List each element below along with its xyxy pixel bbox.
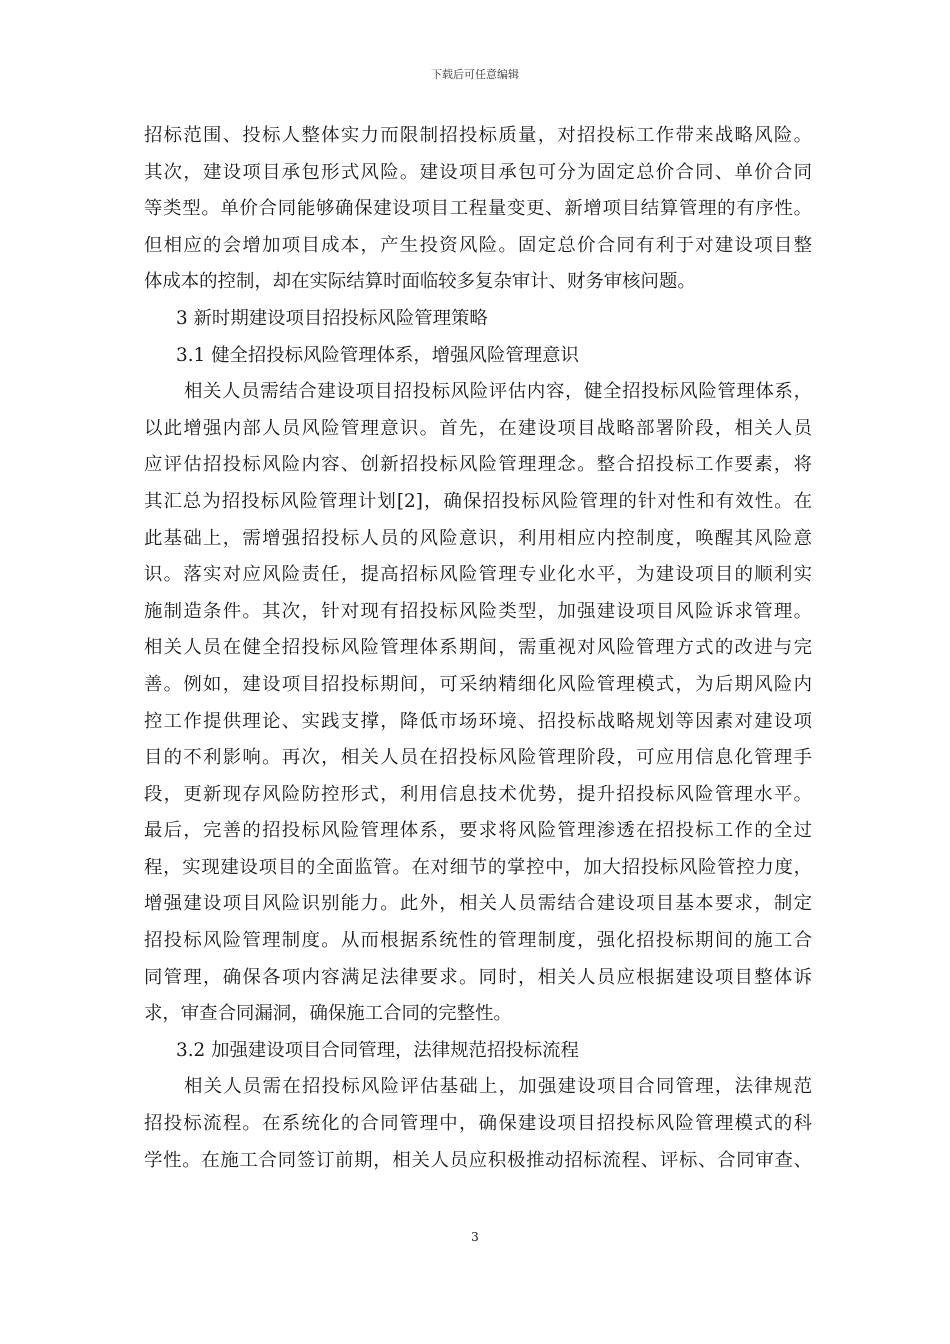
text-line: 目的不利影响。再次，相关人员在招投标风险管理阶段，可应用信息化管理手 bbox=[144, 747, 812, 769]
text-line: 段，更新现存风险防控形式，利用信息技术优势，提升招投标风险管理水平。 bbox=[144, 783, 812, 805]
text-line: 招投标流程。在系统化的合同管理中，确保建设项目招投标风险管理模式的科 bbox=[144, 1113, 812, 1135]
paragraph-2 bbox=[144, 374, 812, 1033]
page-number: 3 bbox=[471, 1230, 479, 1244]
text-line: 此基础上，需增强招投标人员的风险意识，利用相应内控制度，唤醒其风险意 bbox=[144, 527, 812, 549]
paragraph-3 bbox=[144, 1069, 812, 1179]
paragraph-1 bbox=[144, 118, 812, 301]
text-line: 善。例如，建设项目招投标期间，可采纳精细化风险管理模式，为后期风险内 bbox=[144, 673, 812, 695]
text-line: 同管理，确保各项内容满足法律要求。同时，相关人员应根据建设项目整体诉 bbox=[144, 966, 812, 988]
text-line: 以此增强内部人员风险管理意识。首先，在建设项目战略部署阶段，相关人员 bbox=[144, 417, 812, 439]
text-line: 等类型。单价合同能够确保建设项目工程量变更、新增项目结算管理的有序性。 bbox=[144, 198, 812, 220]
section-heading-3-2: 3.2 加强建设项目合同管理，法律规范招投标流程 bbox=[176, 1039, 579, 1061]
section-heading-3-1: 3.1 健全招投标风险管理体系，增强风险管理意识 bbox=[176, 344, 579, 366]
text-line: 其汇总为招投标风险管理计划[2]，确保招投标风险管理的针对性和有效性。在 bbox=[144, 490, 812, 512]
text-line: 招投标风险管理制度。从而根据系统性的管理制度，强化招投标期间的施工合 bbox=[144, 930, 812, 952]
text-line: 相关人员需在招投标风险评估基础上，加强建设项目合同管理，法律规范 bbox=[184, 1076, 812, 1098]
text-line: 相关人员需结合建设项目招投标风险评估内容，健全招投标风险管理体系， bbox=[184, 381, 812, 403]
text-line: 相关人员在健全招投标风险管理体系期间，需重视对风险管理方式的改进与完 bbox=[144, 637, 812, 659]
text-line: 招标范围、投标人整体实力而限制招投标质量，对招投标工作带来战略风险。 bbox=[144, 125, 812, 146]
text-line: 增强建设项目风险识别能力。此外，相关人员需结合建设项目基本要求，制定 bbox=[144, 893, 812, 915]
text-line: 学性。在施工合同签订前期，相关人员应积极推动招标流程、评标、合同审查、 bbox=[144, 1149, 812, 1171]
text-line: 施制造条件。其次，针对现有招投标风险类型，加强建设项目风险诉求管理。 bbox=[144, 600, 812, 622]
text-line: 应评估招投标风险内容、创新招投标风险管理理念。整合招投标工作要素，将 bbox=[144, 454, 812, 476]
text-line: 体成本的控制，却在实际结算时面临较多复杂审计、财务审核问题。 bbox=[144, 271, 696, 293]
text-line: 但相应的会增加项目成本，产生投资风险。固定总价合同有利于对建设项目整 bbox=[144, 234, 812, 256]
text-line: 最后，完善的招投标风险管理体系，要求将风险管理渗透在招投标工作的全过 bbox=[144, 820, 812, 842]
page-header: 下载后可任意编辑 bbox=[431, 68, 519, 81]
body-text bbox=[144, 118, 812, 1179]
section-heading-3: 3 新时期建设项目招投标风险管理策略 bbox=[176, 307, 488, 329]
text-line: 识。落实对应风险责任，提高招标风险管理专业化水平，为建设项目的顺利实 bbox=[144, 564, 812, 586]
text-line: 求，审查合同漏洞，确保施工合同的完整性。 bbox=[144, 1003, 512, 1025]
text-line: 其次，建设项目承包形式风险。建设项目承包可分为固定总价合同、单价合同 bbox=[144, 161, 812, 183]
text-line: 程，实现建设项目的全面监管。在对细节的掌控中，加大招投标风险管控力度， bbox=[144, 856, 812, 878]
text-line: 控工作提供理论、实践支撑，降低市场环境、招投标战略规划等因素对建设项 bbox=[144, 710, 812, 732]
